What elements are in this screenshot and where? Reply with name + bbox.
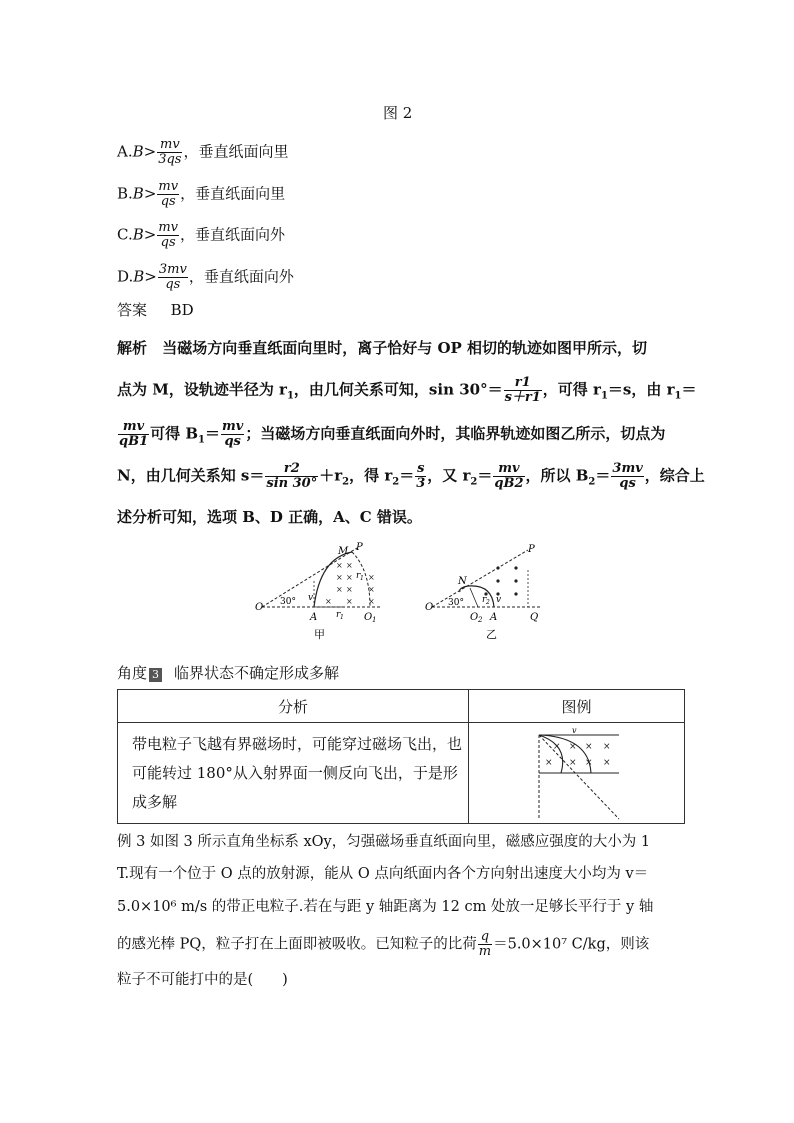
- x-mark: ×: [585, 742, 593, 752]
- figure-caption: 图 2: [383, 104, 413, 122]
- x-mark: ×: [585, 758, 593, 768]
- x-mark: ×: [569, 758, 577, 768]
- fig-yi-radius: [470, 588, 478, 607]
- x-mark: ×: [346, 573, 353, 582]
- table-cell-line: 成多解: [132, 792, 178, 811]
- table-header-analysis: 分析: [118, 690, 469, 723]
- fig-jia-label-r1-base: r: [336, 610, 341, 620]
- fig-yi-label-v: v: [496, 595, 502, 605]
- table-header-diagram: 图例: [469, 690, 685, 723]
- answer-line: [117, 300, 194, 320]
- x-mark: ×: [325, 597, 332, 606]
- fig-jia-label-o1-sub: 1: [372, 616, 377, 624]
- x-mark: ×: [553, 742, 561, 752]
- x-mark: ×: [336, 573, 343, 582]
- fig-jia-label-a: A: [310, 612, 318, 623]
- x-mark: ×: [336, 561, 343, 570]
- example-line-4: 的感光棒 PQ，粒子打在上面即被吸收。已知粒子的比荷 $\frac{q}{m}$ ＝5.0×10⁷ C/kg，则该: [117, 929, 650, 959]
- x-mark: ×: [603, 758, 611, 768]
- dot-mark: [496, 579, 499, 582]
- fig-yi-label-o: O: [425, 602, 434, 613]
- fig-jia-label-r1: r: [356, 571, 361, 581]
- table-cell-line: 带电粒子飞越有界磁场时，可能穿过磁场飞出，也: [132, 734, 463, 753]
- fig-yi-label-o2-sub: 2: [478, 616, 483, 624]
- option-d[interactable]: D.B> $\frac{3mv}{qs}$ ，垂直纸面向外: [117, 262, 294, 292]
- x-mark: ×: [346, 597, 353, 606]
- fig-jia-label-m: M: [338, 546, 349, 557]
- section-heading: 角度 3 临界状态不确定形成多解: [117, 664, 340, 682]
- table-header-row: [118, 690, 685, 723]
- option-c[interactable]: C.B> $\frac{mv}{qs}$ ，垂直纸面向外: [117, 220, 286, 250]
- analysis-line-2: 点为 M，设轨迹半径为 $r_1$，由几何关系可知，sin 30°＝ $\frac{r1}{s+r1}$ ，可得 $r_1=s$，由 $r_1=$: [117, 375, 697, 405]
- dot-mark: [514, 592, 517, 595]
- fig-yi-label-p: P: [528, 544, 535, 555]
- fig-jia-field-marks: [325, 561, 375, 606]
- table-cell-analysis: [118, 723, 469, 824]
- fig-jia-label-o: O: [255, 602, 264, 613]
- fig-yi-label-r2: r: [482, 595, 487, 605]
- analysis-line-1: 解析 当磁场方向垂直纸面向里时，离子恰好与 OP 相切的轨迹如图甲所示，切: [117, 339, 648, 357]
- fig-yi-label-o2: O: [470, 612, 479, 623]
- table-cell-line: 可能转过 180°从入射界面一侧反向飞出，于是形: [132, 763, 458, 782]
- analysis-table: [117, 689, 685, 824]
- x-mark: ×: [368, 585, 375, 594]
- example-line-2: T.现有一个位于 O 点的放射源，能从 O 点向纸面内各个方向射出速度大小均为 v＝: [117, 866, 649, 882]
- fig-yi-label-n: N: [458, 576, 467, 587]
- analysis-line-4: N，由几何关系知 s＝ $\frac{r2}{\sin 30^\circ}$ $+r_2$，得 $r_2=$ $\frac{s}{3}$ ，又 $r_2=$ $\frac{mv}{qB2}$ ，所以 $B_2=$ $\frac{3mv}{qs}$ ，综合上: [117, 461, 705, 491]
- x-mark: ×: [603, 742, 611, 752]
- fig-yi-label-r2-sub: 2: [486, 599, 490, 606]
- fig-yi-label-a: A: [490, 612, 498, 623]
- fig-jia-label-v: v: [308, 593, 314, 603]
- x-mark: ×: [569, 742, 577, 752]
- dot-mark: [514, 566, 517, 569]
- answer-value: BD: [170, 301, 194, 319]
- analysis-line-5: 述分析可知，选项 B、D 正确，A、C 错误。: [117, 508, 422, 526]
- x-mark: ×: [336, 585, 343, 594]
- x-mark: ×: [368, 573, 375, 582]
- section-number-tag: 3: [149, 668, 162, 682]
- analysis-label: 解析: [117, 339, 148, 357]
- option-a[interactable]: A.B> $\frac{mv}{3qs}$ ，垂直纸面向里: [117, 137, 289, 167]
- figure-yi: [422, 540, 582, 640]
- figure-jia: [252, 540, 412, 640]
- fig-jia-label-r1-base-sub: 1: [340, 614, 344, 621]
- fig-yi-op-line: [432, 550, 528, 607]
- fig-yi-field-dots: [484, 566, 517, 595]
- section-title: 临界状态不确定形成多解: [174, 664, 340, 682]
- fig-jia-label-o1: O: [364, 612, 373, 623]
- x-mark: ×: [545, 758, 553, 768]
- example-line-5: 粒子不可能打中的是( ): [117, 972, 288, 988]
- table-diagram: [469, 725, 684, 821]
- dot-mark: [514, 579, 517, 582]
- fig-jia-label-r1-sub: 1: [360, 575, 364, 582]
- fig-yi-label-angle: 30°: [448, 598, 464, 608]
- x-mark: ×: [346, 585, 353, 594]
- answer-label: 答案: [117, 301, 148, 319]
- analysis-line-3: $\frac{mv}{qB1}$ 可得 $B_1=$ $\frac{mv}{qs}$ ；当磁场方向垂直纸面向外时，其临界轨迹如图乙所示，切点为: [119, 419, 666, 449]
- diagram-label-v: v: [572, 726, 577, 735]
- fig-jia-label-p: P: [356, 542, 363, 553]
- x-mark: ×: [368, 597, 375, 606]
- dot-mark: [496, 566, 499, 569]
- example-line-3: 5.0×10⁶ m/s 的带正电粒子.若在与距 y 轴距离为 12 cm 处放一足够长平行于 y 轴: [117, 899, 654, 915]
- fig-yi-caption: 乙: [486, 628, 497, 640]
- fig-yi-label-q: Q: [530, 612, 539, 623]
- fig-jia-caption: 甲: [314, 628, 325, 640]
- table-row: [118, 723, 685, 824]
- option-b[interactable]: B.B> $\frac{mv}{qs}$ ，垂直纸面向里: [117, 179, 286, 209]
- x-mark: ×: [346, 561, 353, 570]
- example-line-1: 例 3 如图 3 所示直角坐标系 xOy，匀强磁场垂直纸面向里，磁感应强度的大小为 1: [117, 834, 651, 850]
- table-cell-diagram: [469, 723, 685, 824]
- fig-jia-label-angle: 30°: [280, 597, 296, 607]
